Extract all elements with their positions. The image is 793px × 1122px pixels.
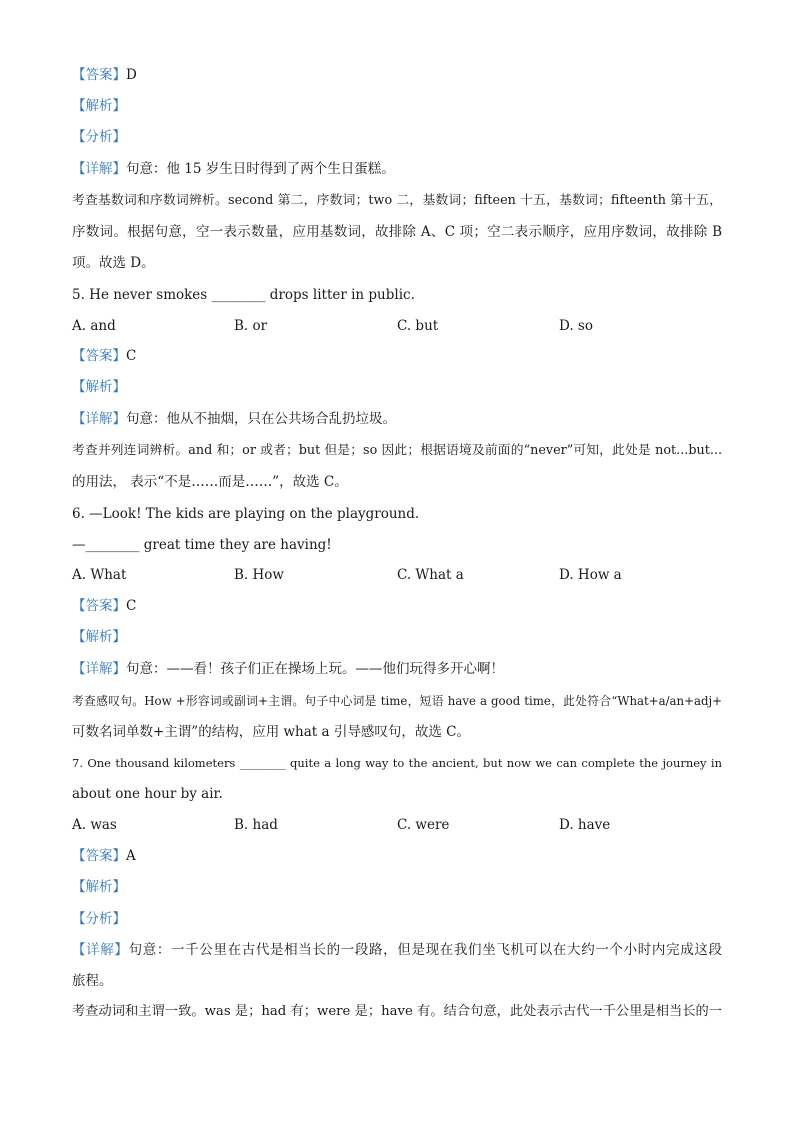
explain-line: 项。故选 D。 <box>72 255 155 271</box>
q6-option-b: B. How <box>234 567 284 583</box>
q6-detail-line <box>72 660 722 678</box>
q5-analysis-line <box>72 378 722 396</box>
question-5-stem: 5. He never smokes ________ drops litter in public. <box>72 287 415 303</box>
analysis-tag: 【解析】 <box>72 629 126 645</box>
q6-option-c: C. What a <box>397 567 464 583</box>
q5-answer-line <box>72 347 722 365</box>
q5-explain-line: 考查并列连词辨析。and 和；or 或者；but 但是；so 因此；根据语境及前面的“never”可知，此处是 not...but... <box>72 443 722 458</box>
answer-tag: 【答案】 <box>72 67 126 83</box>
analysis-line <box>72 97 722 115</box>
q6-option-a: A. What <box>72 567 127 583</box>
fenxi-tag: 【分析】 <box>72 911 126 927</box>
detail-tag: 【详解】 <box>72 942 129 958</box>
detail-text: 句意：——看！孩子们正在操场上玩。——他们玩得多开心啊！ <box>126 661 504 677</box>
q7-option-c: C. were <box>397 817 450 833</box>
q7-analysis-line <box>72 878 722 896</box>
q6-analysis-line <box>72 628 722 646</box>
q7-explain-line: 考查动词和主谓一致。was 是；had 有；were 是；have 有。结合句意，此处表示古代一千公里是相当长的一 <box>72 1004 722 1019</box>
detail-text: 句意：他从不抽烟，只在公共场合乱扔垃圾。 <box>126 411 396 427</box>
explain-line: 考查基数词和序数词辨析。second 第二，序数词；two 二，基数词；fifteen 十五，基数词；fifteenth 第十五， <box>72 193 722 208</box>
q7-option-b: B. had <box>234 817 278 833</box>
answer-value: D <box>126 67 137 83</box>
fenxi-line <box>72 128 722 146</box>
q7-option-d: D. have <box>559 817 611 833</box>
q6-explain-line: 考查感叹句。How +形容词或副词+主谓。句子中心词是 time，短语 have a good time，此处符合“What+a/an+adj+ <box>72 694 722 708</box>
answer-value: C <box>126 598 137 614</box>
q6-answer-line <box>72 597 722 615</box>
detail-tag: 【详解】 <box>72 161 126 177</box>
question-7-stem: 7. One thousand kilometers ________ quite a long way to the ancient, but now we can complete the journey in <box>72 756 722 770</box>
analysis-tag: 【解析】 <box>72 98 126 114</box>
answer-value: C <box>126 348 137 364</box>
q5-option-a: A. and <box>72 318 116 334</box>
q5-option-d: D. so <box>559 318 593 334</box>
q7-answer-line <box>72 847 722 865</box>
answer-tag: 【答案】 <box>72 348 126 364</box>
q6-explain-line: 可数名词单数+主谓”的结构，应用 what a 引导感叹句，故选 C。 <box>72 724 470 740</box>
explain-line: 序数词。根据句意，空一表示数量，应用基数词，故排除 A、C 项；空二表示顺序，应用序数词，故排除 B <box>72 224 722 240</box>
detail-text: 句意：他 15 岁生日时得到了两个生日蛋糕。 <box>126 161 395 177</box>
detail-text: 句意：一千公里在古代是相当长的一段路，但是现在我们坐飞机可以在大约一个小时内完成这段 <box>128 942 722 958</box>
q7-option-a: A. was <box>72 817 117 833</box>
detail-line <box>72 160 722 178</box>
analysis-tag: 【解析】 <box>72 379 126 395</box>
answer-tag: 【答案】 <box>72 848 126 864</box>
question-7-stem: about one hour by air. <box>72 786 223 802</box>
q5-explain-line: 的用法， 表示“不是……而是……”，故选 C。 <box>72 474 348 490</box>
answer-line <box>72 66 722 84</box>
q7-detail-line <box>72 941 722 959</box>
analysis-tag: 【解析】 <box>72 879 126 895</box>
answer-value: A <box>126 848 136 864</box>
detail-tag: 【详解】 <box>72 411 126 427</box>
question-6-stem: —________ great time they are having! <box>72 537 332 553</box>
answer-tag: 【答案】 <box>72 598 126 614</box>
fenxi-tag: 【分析】 <box>72 129 126 145</box>
q7-fenxi-line <box>72 910 722 928</box>
q5-option-b: B. or <box>234 318 268 334</box>
question-6-stem: 6. —Look! The kids are playing on the playground. <box>72 506 420 522</box>
q5-detail-line <box>72 410 722 428</box>
q6-option-d: D. How a <box>559 567 622 583</box>
q7-detail-line: 旅程。 <box>72 973 113 989</box>
detail-tag: 【详解】 <box>72 661 126 677</box>
q5-option-c: C. but <box>397 318 439 334</box>
